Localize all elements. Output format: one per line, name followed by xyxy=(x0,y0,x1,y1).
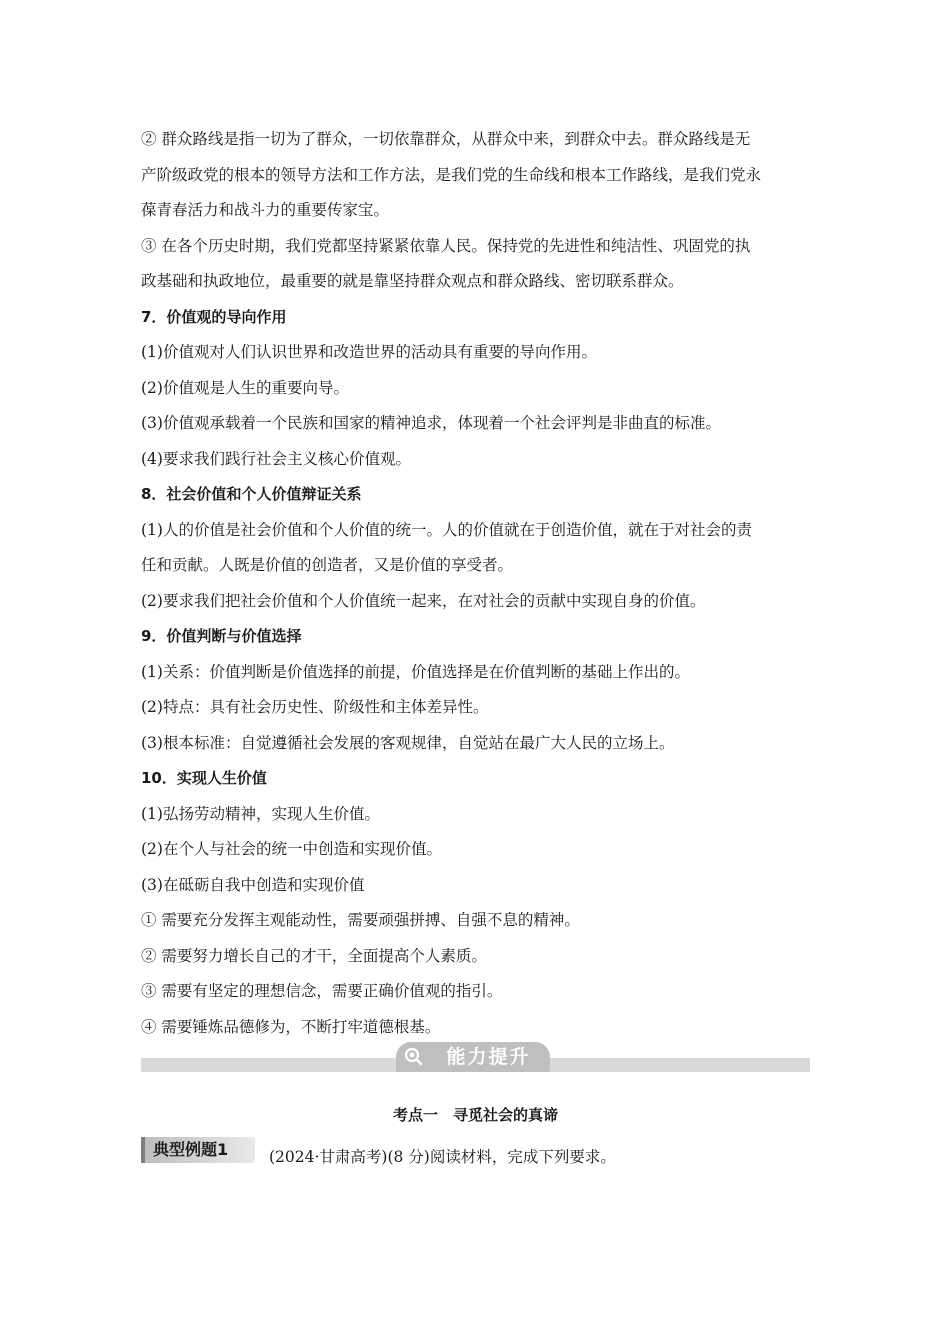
paragraph-2-line-2: 产阶级政党的根本的领导方法和工作方法，是我们党的生命线和根本工作路线，是我们党永 xyxy=(141,165,762,184)
section-10-subitem: ③ 需要有坚定的理想信念，需要正确价值观的指引。 xyxy=(141,982,503,1000)
example-badge xyxy=(141,1137,255,1163)
section-8-item-2: (2)要求我们把社会价值和个人价值统一起来，在对社会的贡献中实现自身的价值。 xyxy=(141,591,706,610)
example-prompt: (2024·甘肃高考)(8 分)阅读材料，完成下列要求。 xyxy=(269,1148,616,1166)
section-9-heading: 9．价值判断与价值选择 xyxy=(141,627,302,645)
section-7-item: (3)价值观承载着一个民族和国家的精神追求，体现着一个社会评判是非曲直的标准。 xyxy=(141,414,721,432)
section-10-item: (1)弘扬劳动精神，实现人生价值。 xyxy=(141,804,380,823)
magnifier-icon xyxy=(403,1046,423,1066)
section-10-subitem: ① 需要充分发挥主观能动性，需要顽强拼搏、自强不息的精神。 xyxy=(141,911,580,929)
section-8-item-1-line-1: (1)人的价值是社会价值和个人价值的统一。人的价值就在于创造价值，就在于对社会的责 xyxy=(141,520,752,539)
banner-title: 能力提升 xyxy=(446,1046,531,1068)
section-10-heading: 10．实现人生价值 xyxy=(141,769,267,787)
section-7-heading: 7．价值观的导向作用 xyxy=(141,307,287,326)
section-9-item: (2)特点：具有社会历史性、阶级性和主体差异性。 xyxy=(141,698,489,716)
section-8-heading: 8．社会价值和个人价值辩证关系 xyxy=(141,485,362,503)
section-7-item: (4)要求我们践行社会主义核心价值观。 xyxy=(141,449,411,468)
document-body xyxy=(141,122,810,1045)
paragraph-3-line-1: ③ 在各个历史时期，我们党都坚持紧紧依靠人民。保持党的先进性和纯洁性、巩固党的执 xyxy=(141,236,751,255)
section-10-subitem: ② 需要努力增长自己的才干，全面提高个人素质。 xyxy=(141,946,487,965)
section-7-item: (2)价值观是人生的重要向导。 xyxy=(141,378,349,397)
exam-point-title: 考点一 寻觅社会的真谛 xyxy=(392,1106,558,1124)
paragraph-3-line-2: 政基础和执政地位，最重要的就是靠坚持群众观点和群众路线、密切联系群众。 xyxy=(141,272,684,290)
section-10-item: (2)在个人与社会的统一中创造和实现价值。 xyxy=(141,840,442,858)
paragraph-2-line-3: 葆青春活力和战斗力的重要传家宝。 xyxy=(141,201,390,219)
badge-label: 典型例题1 xyxy=(153,1140,229,1159)
badge-stripe xyxy=(141,1137,145,1163)
section-10-item: (3)在砥砺自我中创造和实现价值 xyxy=(141,875,365,894)
ability-banner xyxy=(141,1040,810,1076)
paragraph-2-line-1: ② 群众路线是指一切为了群众，一切依靠群众，从群众中来，到群众中去。群众路线是无 xyxy=(141,130,751,148)
section-9-item: (1)关系：价值判断是价值选择的前提，价值选择是在价值判断的基础上作出的。 xyxy=(141,662,690,681)
section-8-item-1-line-2: 任和贡献。人既是价值的创造者，又是价值的享受者。 xyxy=(141,556,514,574)
section-7-item: (1)价值观对人们认识世界和改造世界的活动具有重要的导向作用。 xyxy=(141,343,597,361)
section-9-item: (3)根本标准：自觉遵循社会发展的客观规律，自觉站在最广大人民的立场上。 xyxy=(141,733,675,752)
section-10-subitem: ④ 需要锤炼品德修为，不断打牢道德根基。 xyxy=(141,1017,441,1036)
